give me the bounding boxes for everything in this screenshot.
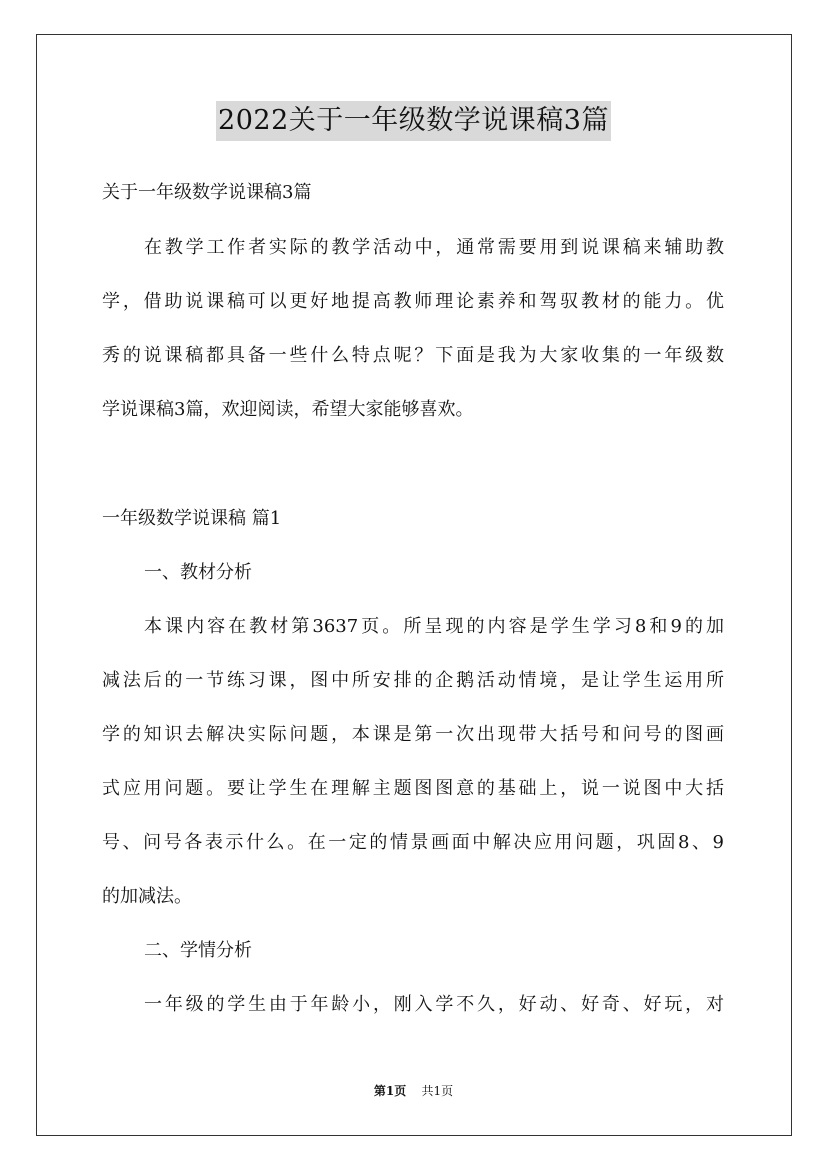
footer-spacer bbox=[410, 1084, 418, 1098]
subsection-heading: 二、学情分析 bbox=[144, 940, 252, 961]
paragraph-line: 本课内容在教材第3637页。所呈现的内容是学生学习8和9的加 bbox=[144, 616, 724, 637]
subsection-heading: 一、教材分析 bbox=[144, 562, 252, 583]
title-wrapper bbox=[0, 101, 827, 141]
paragraph-line: 在教学工作者实际的教学活动中，通常需要用到说课稿来辅助教 bbox=[144, 237, 724, 258]
paragraph-line: 秀的说课稿都具备一些什么特点呢？下面是我为大家收集的一年级数 bbox=[102, 345, 724, 366]
subtitle-line: 关于一年级数学说课稿3篇 bbox=[102, 182, 312, 203]
paragraph-line: 学，借助说课稿可以更好地提高教师理论素养和驾驭教材的能力。优 bbox=[102, 291, 724, 312]
page-total: 共1页 bbox=[421, 1084, 454, 1098]
paragraph-line: 减法后的一节练习课，图中所安排的企鹅活动情境，是让学生运用所 bbox=[102, 670, 724, 691]
document-title: 2022关于一年级数学说课稿3篇 bbox=[216, 101, 611, 141]
paragraph-line: 学的知识去解决实际问题，本课是第一次出现带大括号和问号的图画 bbox=[102, 724, 724, 745]
page-footer bbox=[0, 1082, 827, 1100]
section-heading: 一年级数学说课稿 篇1 bbox=[102, 508, 282, 529]
paragraph-line: 号、问号各表示什么。在一定的情景画面中解决应用问题，巩固8、9 bbox=[102, 832, 724, 853]
paragraph-line: 式应用问题。要让学生在理解主题图图意的基础上，说一说图中大括 bbox=[102, 778, 724, 799]
paragraph-line: 一年级的学生由于年龄小，刚入学不久，好动、好奇、好玩，对 bbox=[144, 994, 724, 1015]
paragraph-line: 的加减法。 bbox=[102, 886, 192, 907]
paragraph-line: 学说课稿3篇，欢迎阅读，希望大家能够喜欢。 bbox=[102, 399, 474, 420]
page-number: 第1页 bbox=[373, 1084, 407, 1098]
